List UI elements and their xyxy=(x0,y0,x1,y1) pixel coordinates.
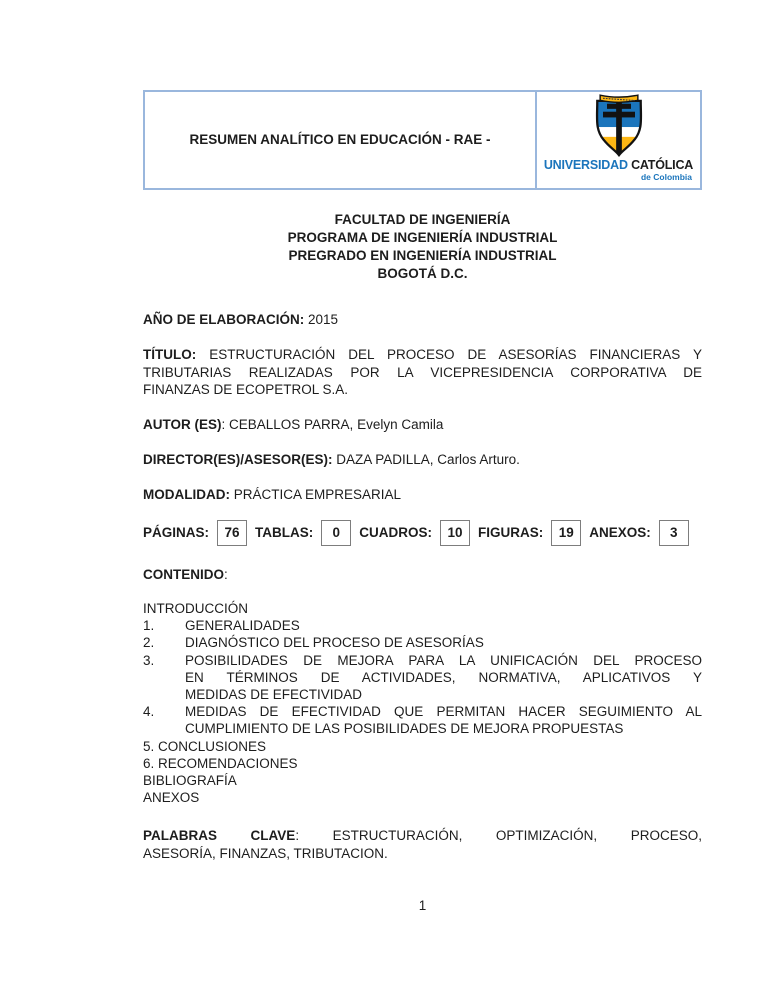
city-line: BOGOTÁ D.C. xyxy=(377,266,468,281)
field-director-value: DAZA PADILLA, Carlos Arturo. xyxy=(332,452,520,467)
count-tables-label: TABLAS: xyxy=(255,525,314,541)
counts-row xyxy=(143,520,702,546)
field-author xyxy=(143,416,702,434)
contents-heading-label: CONTENIDO xyxy=(143,567,224,582)
count-charts xyxy=(359,520,478,546)
field-modality xyxy=(143,486,702,504)
university-wordmark xyxy=(544,159,693,172)
field-author-label: AUTOR (ES) xyxy=(143,417,222,432)
count-tables xyxy=(255,520,359,546)
faculty-heading xyxy=(143,211,702,283)
field-modality-label: MODALIDAD: xyxy=(143,487,230,502)
keywords-label: PALABRAS CLAVE xyxy=(143,828,296,843)
toc-item-6: 6. RECOMENDACIONES xyxy=(143,755,298,771)
keywords xyxy=(143,827,702,862)
wordmark-universidad: UNIVERSIDAD xyxy=(543,158,628,172)
wordmark-catolica: CATÓLICA xyxy=(631,158,694,172)
toc-item-1: 1. GENERALIDADES xyxy=(143,618,300,634)
university-shield-icon xyxy=(590,94,648,158)
field-year-label: AÑO DE ELABORACIÓN: xyxy=(143,312,305,327)
field-title-line3: FINANZAS DE ECOPETROL S.A. xyxy=(143,382,349,397)
degree-line: PREGRADO EN INGENIERÍA INDUSTRIAL xyxy=(288,248,557,263)
count-figures-box: 19 xyxy=(551,520,581,546)
rae-title: RESUMEN ANALÍTICO EN EDUCACIÓN - RAE - xyxy=(189,132,491,148)
keywords-line2: ASESORÍA, FINANZAS, TRIBUTACION. xyxy=(143,845,388,861)
keywords-line1: PALABRAS CLAVE: ESTRUCTURACIÓN, OPTIMIZACIÓN, PROCESO, xyxy=(143,828,702,843)
field-director xyxy=(143,451,702,469)
field-year xyxy=(143,311,702,329)
field-title-line2: TRIBUTARIAS REALIZADAS POR LA VICEPRESIDENCIA CORPORATIVA DE xyxy=(143,364,702,380)
toc-item-3: 3. POSIBILIDADES DE MEJORA PARA LA UNIFICACIÓN DEL PROCESO EN TÉRMINOS DE ACTIVIDADES, NORMATIVA, APLICATIVOS Y MEDIDAS DE EFECTIVIDAD xyxy=(143,652,702,703)
toc-item-2: 2. DIAGNÓSTICO DEL PROCESO DE ASESORÍAS xyxy=(143,635,484,651)
field-title-line1: TÍTULO: ESTRUCTURACIÓN DEL PROCESO DE ASESORÍAS FINANCIERAS Y xyxy=(143,347,702,362)
count-pages-label: PÁGINAS: xyxy=(143,525,210,541)
rae-title-cell xyxy=(145,92,535,188)
toc-item-5: 5. CONCLUSIONES xyxy=(143,738,267,754)
count-annexes-label: ANEXOS: xyxy=(589,525,651,541)
count-charts-label: CUADROS: xyxy=(359,525,433,541)
toc-bibliography: BIBLIOGRAFÍA xyxy=(143,773,237,789)
count-pages xyxy=(143,520,255,546)
count-figures xyxy=(478,520,589,546)
field-title xyxy=(143,346,702,399)
field-modality-value: PRÁCTICA EMPRESARIAL xyxy=(230,487,402,502)
count-pages-box: 76 xyxy=(217,520,247,546)
toc-introduction: INTRODUCCIÓN xyxy=(143,601,248,616)
toc-annexes: ANEXOS xyxy=(143,790,200,806)
contents-heading: CONTENIDO: xyxy=(143,567,228,582)
program-line: PROGRAMA DE INGENIERÍA INDUSTRIAL xyxy=(287,230,558,245)
field-title-label: TÍTULO: xyxy=(143,347,197,362)
count-tables-box: 0 xyxy=(321,520,351,546)
page-number: 1 xyxy=(418,898,427,913)
count-charts-box: 10 xyxy=(440,520,470,546)
university-tagline: de Colombia xyxy=(640,172,692,182)
field-year-value: 2015 xyxy=(304,312,339,327)
field-director-label: DIRECTOR(ES)/ASESOR(ES): xyxy=(143,452,333,467)
faculty-line: FACULTAD DE INGENIERÍA xyxy=(334,212,511,227)
field-author-value: : CEBALLOS PARRA, Evelyn Camila xyxy=(221,417,444,432)
university-logo xyxy=(535,92,700,188)
count-annexes-box: 3 xyxy=(659,520,689,546)
table-of-contents xyxy=(143,600,702,806)
count-annexes xyxy=(589,520,689,546)
rae-header-table xyxy=(143,90,702,190)
toc-item-4: 4. MEDIDAS DE EFECTIVIDAD QUE PERMITAN HACER SEGUIMIENTO AL CUMPLIMIENTO DE LAS POSIBILIDADES DE MEJORA PROPUESTAS xyxy=(143,704,702,737)
count-figures-label: FIGURAS: xyxy=(478,525,544,541)
